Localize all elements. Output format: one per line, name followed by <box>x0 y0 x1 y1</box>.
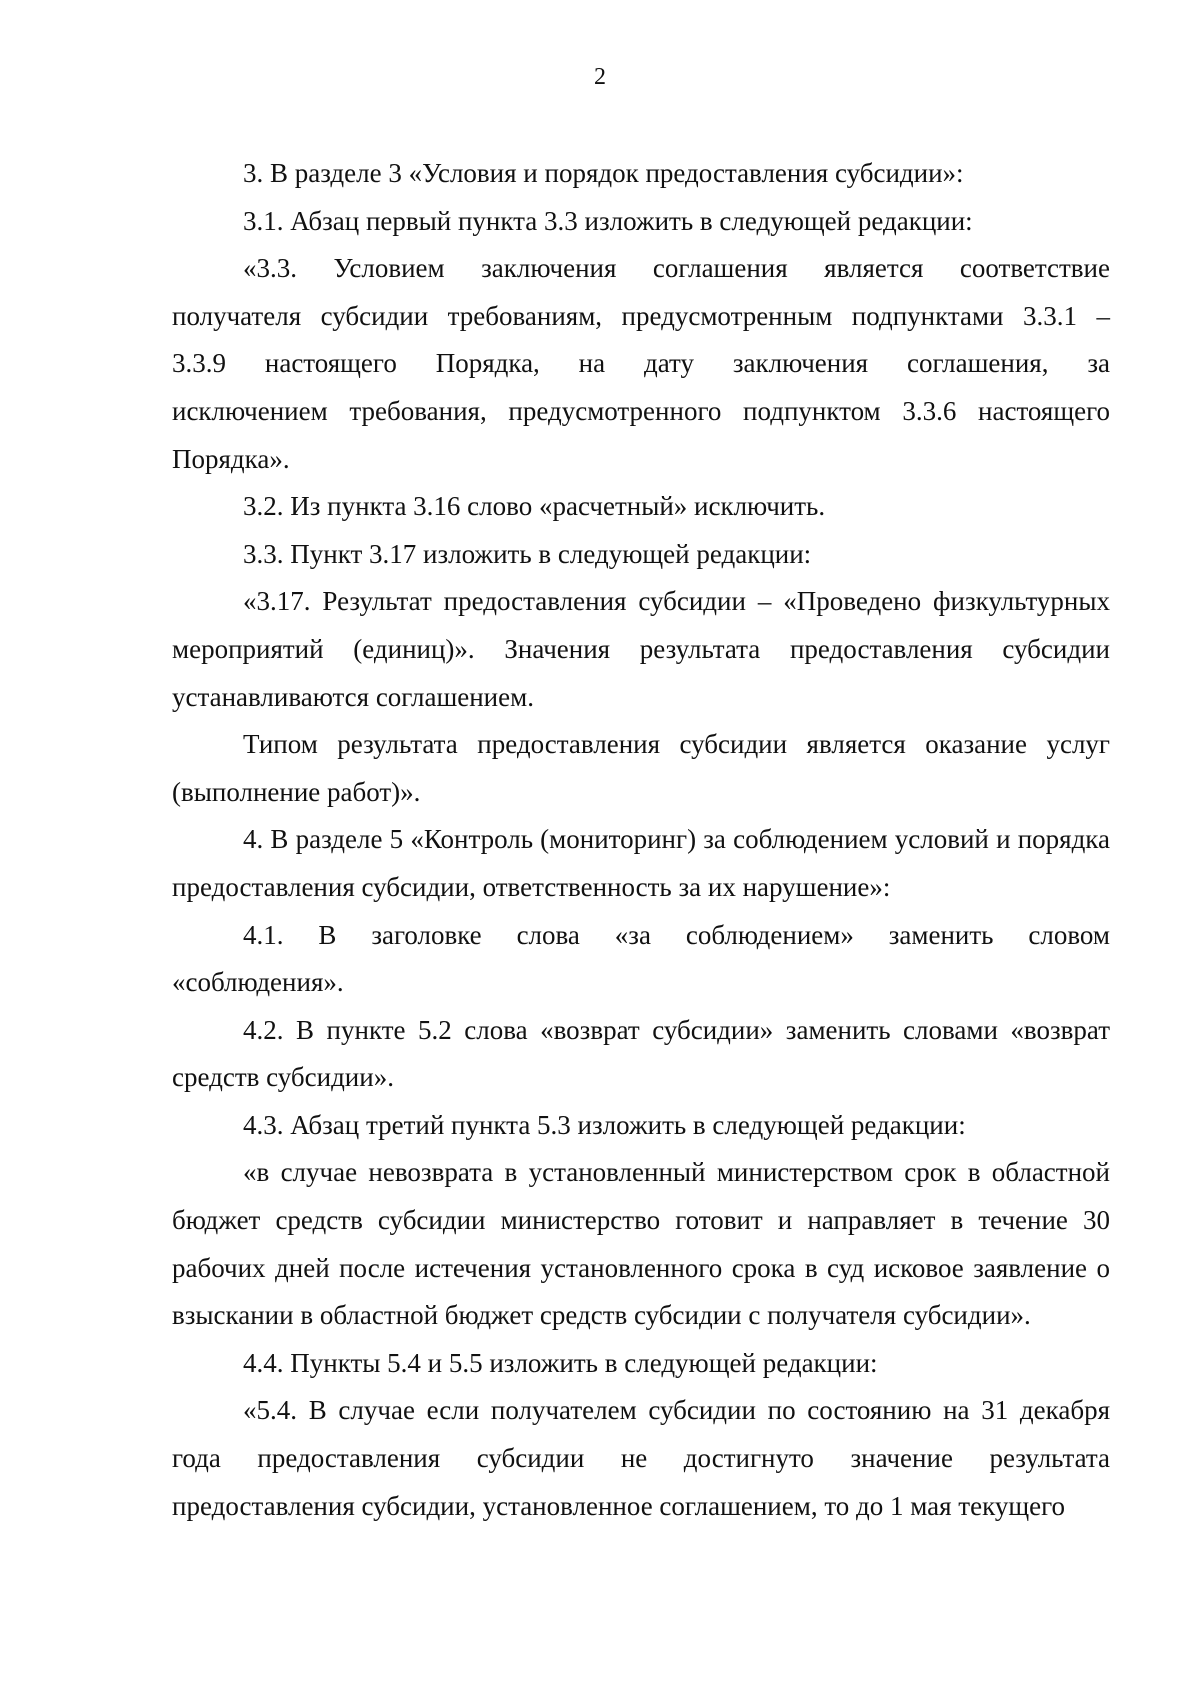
paragraph-section-3-heading: 3. В разделе 3 «Условия и порядок предоставления субсидии»: <box>243 158 964 188</box>
paragraph-quote-refund: «в случае невозврата в установленный министерством срок в областной бюджет средств субсидии министерство готовит и направляет в течение 30 рабочих дней после истечения установленного срока в суд исковое заявление о взыскании в областной бюджет средств субсидии с получателя субсидии». <box>172 1157 1110 1331</box>
paragraph-quote-3-3: «3.3. Условием заключения соглашения является соответствие получателя субсидии требованиям, предусмотренным подпунктами 3.3.1 – 3.3.9 настоящего Порядка, на дату заключения соглашения, за исключением требования, предусмотренного подпунктом 3.3.6 настоящего Порядка». <box>172 253 1110 474</box>
paragraph-section-5-heading: 4. В разделе 5 «Контроль (мониторинг) за соблюдением условий и порядка предоставления субсидии, ответственность за их нарушение»: <box>172 824 1110 902</box>
page-number: 2 <box>594 64 606 90</box>
paragraph-item-3-2: 3.2. Из пункта 3.16 слово «расчетный» исключить. <box>243 491 826 522</box>
paragraph-quote-3-17: «3.17. Результат предоставления субсидии – «Проведено физкультурных мероприятий (единиц)». Значения результата предоставления субсидии устанавливаются соглашением. <box>172 586 1110 712</box>
document-body <box>172 150 1110 1530</box>
paragraph-item-4-3: 4.3. Абзац третий пункта 5.3 изложить в следующей редакции: <box>243 1109 966 1140</box>
paragraph-item-4-1: 4.1. В заголовке слова «за соблюдением» заменить словом «соблюдения». <box>172 919 1110 998</box>
paragraph-item-4-4: 4.4. Пункты 5.4 и 5.5 изложить в следующей редакции: <box>243 1347 878 1378</box>
paragraph-item-3-1: 3.1. Абзац первый пункта 3.3 изложить в следующей редакции: <box>243 205 973 236</box>
paragraph-result-type: Типом результата предоставления субсидии является оказание услуг (выполнение работ)». <box>172 729 1110 807</box>
paragraph-item-3-3: 3.3. Пункт 3.17 изложить в следующей редакции: <box>243 538 812 569</box>
paragraph-quote-5-4: «5.4. В случае если получателем субсидии по состоянию на 31 декабря года предоставления субсидии не достигнуто значение результата предоставления субсидии, установленное соглашением, то до 1 мая текущего <box>172 1395 1110 1521</box>
paragraph-item-4-2: 4.2. В пункте 5.2 слова «возврат субсидии» заменить словами «возврат средств субсидии». <box>172 1014 1110 1093</box>
